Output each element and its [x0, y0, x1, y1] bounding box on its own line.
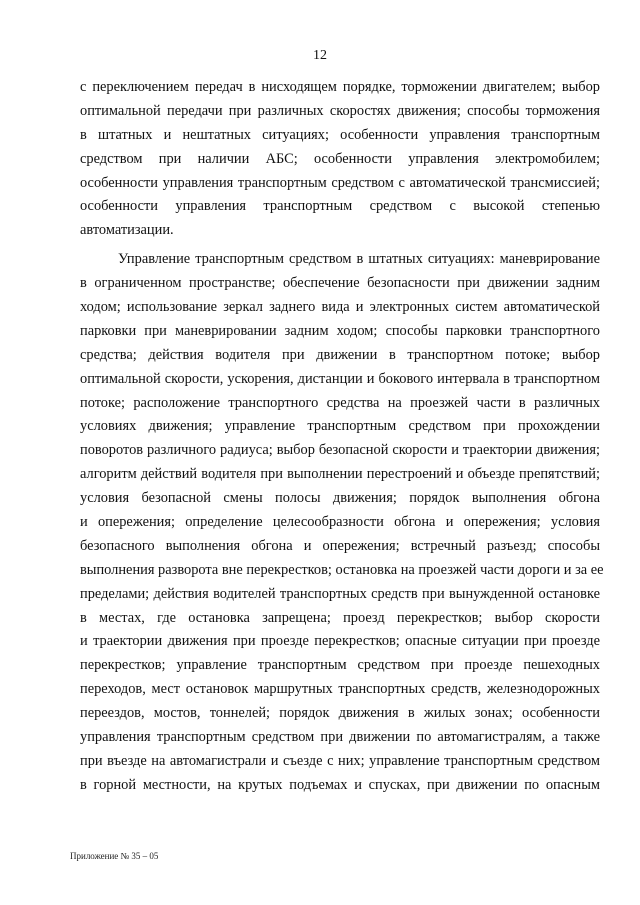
text-line: средства; действия водителя при движении в транспортном потоке; выбор [80, 346, 600, 363]
text-line: потоке; расположение транспортного средства на проезжей части в различных [80, 394, 600, 411]
text-line: условия безопасной смены полосы движения; порядок выполнения обгона [80, 490, 600, 507]
text-line: безопасного выполнения обгона и опережения; встречный разъезд; способы [80, 537, 600, 554]
text-line: в горной местности, на крутых подъемах и спусках, при движении по опасным [80, 776, 600, 793]
text-line: особенности управления транспортным средством с автоматической трансмиссией; [80, 174, 600, 191]
text-line: особенности управления транспортным средством с высокой степенью [80, 198, 600, 215]
text-line: поворотов различного радиуса; выбор безопасной скорости и траектории движения; [80, 442, 600, 459]
page-number: 12 [313, 48, 327, 63]
text-line: условиях движения; управление транспортным средством при прохождении [80, 418, 600, 435]
text-line: при въезде на автомагистрали и съезде с них; управление транспортным средством [80, 752, 600, 769]
text-line: оптимальной передачи при различных скоростях движения; способы торможения [80, 102, 600, 119]
text-line: и траектории движения при проезде перекрестков; опасные ситуации при проезде [80, 633, 600, 650]
text-line: в ограниченном пространстве; обеспечение безопасности при движении задним [80, 275, 600, 292]
text-line: выполнения разворота вне перекрестков; остановка на проезжей части дороги и за ее [80, 561, 604, 578]
text-line: управления транспортным средством при движении по автомагистралям, а также [80, 729, 600, 746]
footer-note: Приложение № 35 – 05 [70, 851, 159, 861]
text-line: автоматизации. [80, 222, 174, 239]
paragraph [80, 248, 604, 797]
text-line: в штатных и нештатных ситуациях; особенности управления транспортным [80, 126, 600, 143]
text-line: парковки при маневрировании задним ходом; способы парковки транспортного [80, 322, 600, 339]
document-body [80, 76, 604, 798]
paragraph [80, 76, 600, 243]
text-line: перекрестков; управление транспортным средством при проезде пешеходных [80, 657, 600, 674]
text-line: алгоритм действий водителя при выполнении перестроений и объезде препятствий; [80, 466, 600, 483]
text-line: и опережения; определение целесообразности обгона и опережения; условия [80, 514, 600, 531]
text-line: в местах, где остановка запрещена; проезд перекрестков; выбор скорости [80, 609, 600, 626]
text-line: с переключением передач в нисходящем порядке, торможении двигателем; выбор [80, 79, 600, 95]
text-line: оптимальной скорости, ускорения, дистанции и бокового интервала в транспортном [80, 370, 600, 387]
text-line: переездов, мостов, тоннелей; порядок движения в жилых зонах; особенности [80, 705, 600, 722]
text-line: ходом; использование зеркал заднего вида и электронных систем автоматической [80, 299, 600, 316]
text-line: средством при наличии АБС; особенности управления электромобилем; [80, 150, 600, 167]
text-line: пределами; действия водителей транспортных средств при вынужденной остановке [80, 585, 600, 602]
text-line: Управление транспортным средством в штатных ситуациях: маневрирование [118, 251, 600, 268]
text-line: переходов, мест остановок маршрутных транспортных средств, железнодорожных [80, 681, 600, 698]
